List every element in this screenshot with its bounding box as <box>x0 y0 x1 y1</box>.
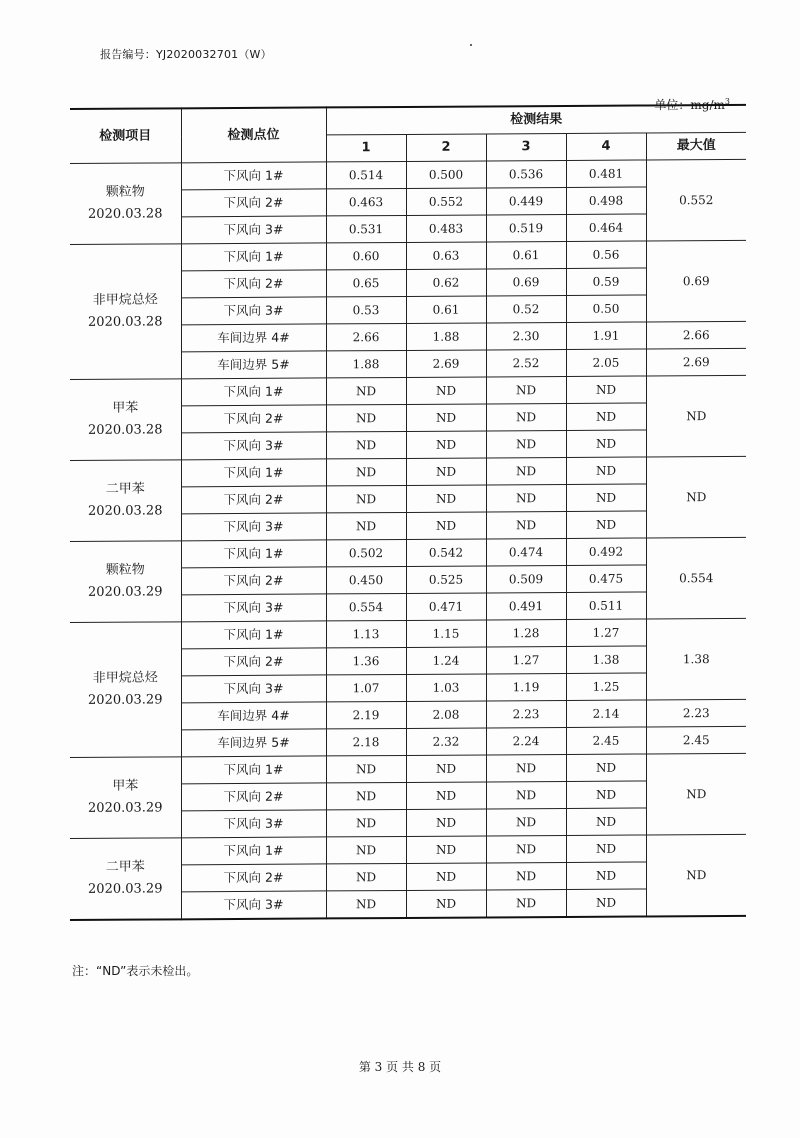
item-name: 二甲苯 <box>105 481 145 497</box>
result-cell: ND <box>486 457 566 484</box>
max-value-cell: 2.23 <box>646 699 746 727</box>
result-cell: ND <box>566 511 646 538</box>
result-cell: 2.14 <box>566 700 646 727</box>
header-col-4: 4 <box>566 133 646 160</box>
result-cell: 2.19 <box>326 701 406 728</box>
result-cell: ND <box>566 889 646 917</box>
point-cell: 下风向 1# <box>181 621 326 649</box>
item-cell <box>70 838 181 920</box>
table-row <box>70 618 746 649</box>
result-cell: 0.531 <box>326 215 406 242</box>
item-name: 颗粒物 <box>105 184 145 200</box>
result-cell: ND <box>406 755 486 782</box>
max-value-cell: 2.66 <box>646 321 746 349</box>
result-cell: 1.27 <box>566 619 646 646</box>
point-cell: 下风向 3# <box>181 891 326 919</box>
result-cell: ND <box>566 457 646 484</box>
point-cell: 下风向 2# <box>181 567 326 595</box>
header-col-2: 2 <box>406 134 486 161</box>
point-cell: 下风向 1# <box>181 243 326 271</box>
result-cell: ND <box>406 863 486 890</box>
header-item: 检测项目 <box>70 108 181 163</box>
result-cell: 1.19 <box>486 673 566 700</box>
point-cell: 下风向 3# <box>181 810 326 838</box>
result-cell: ND <box>486 511 566 538</box>
result-cell: 0.492 <box>566 538 646 565</box>
table-row <box>70 537 746 568</box>
result-cell: 0.552 <box>406 188 486 215</box>
point-cell: 下风向 3# <box>181 594 326 622</box>
result-cell: ND <box>486 376 566 403</box>
result-cell: 1.28 <box>486 619 566 646</box>
table-row <box>70 375 746 406</box>
unit-superscript: 3 <box>724 97 730 106</box>
point-cell: 下风向 2# <box>181 648 326 676</box>
result-cell: 2.52 <box>486 349 566 376</box>
max-value-cell: 2.45 <box>646 726 746 754</box>
max-value-cell: 0.552 <box>646 159 746 241</box>
result-cell: ND <box>486 403 566 430</box>
item-cell <box>70 379 181 461</box>
point-cell: 下风向 2# <box>181 486 326 514</box>
point-cell: 下风向 3# <box>181 216 326 244</box>
result-cell: ND <box>406 431 486 458</box>
result-cell: ND <box>566 781 646 808</box>
result-cell: 0.60 <box>326 242 406 269</box>
result-cell: ND <box>406 458 486 485</box>
point-cell: 下风向 2# <box>181 783 326 811</box>
result-cell: 0.514 <box>326 161 406 188</box>
result-cell: 2.69 <box>406 350 486 377</box>
result-cell: 0.65 <box>326 269 406 296</box>
result-cell: 0.542 <box>406 539 486 566</box>
report-number: 报告编号：YJ2020032701（W） <box>100 48 272 61</box>
result-cell: ND <box>406 404 486 431</box>
result-cell: 0.509 <box>486 565 566 592</box>
result-cell: 0.463 <box>326 188 406 215</box>
point-cell: 下风向 1# <box>181 756 326 784</box>
point-cell: 下风向 3# <box>181 513 326 541</box>
result-cell: 0.500 <box>406 161 486 188</box>
result-cell: ND <box>406 377 486 404</box>
result-cell: 2.08 <box>406 701 486 728</box>
result-cell: 1.91 <box>566 322 646 349</box>
item-date: 2020.03.28 <box>88 206 163 222</box>
item-date: 2020.03.28 <box>88 422 163 438</box>
max-value-cell: ND <box>646 375 746 457</box>
result-cell: ND <box>406 836 486 863</box>
result-cell: ND <box>566 862 646 889</box>
result-cell: 2.18 <box>326 728 406 755</box>
result-cell: 0.61 <box>486 241 566 268</box>
result-cell: 1.24 <box>406 647 486 674</box>
item-name: 甲苯 <box>112 778 139 794</box>
result-cell: 0.449 <box>486 187 566 214</box>
result-cell: 0.475 <box>566 565 646 592</box>
point-cell: 车间边界 4# <box>181 324 326 352</box>
result-cell: 1.38 <box>566 646 646 673</box>
header-results: 检测结果 <box>326 105 746 135</box>
result-cell: 0.52 <box>486 295 566 322</box>
item-cell <box>70 163 181 245</box>
result-cell: ND <box>486 808 566 835</box>
result-cell: 0.450 <box>326 566 406 593</box>
result-cell: 2.30 <box>486 322 566 349</box>
table-row <box>70 159 746 190</box>
max-value-cell: 2.69 <box>646 348 746 376</box>
point-cell: 下风向 1# <box>181 162 326 190</box>
result-cell: ND <box>326 755 406 782</box>
item-name: 非甲烷总烃 <box>92 670 158 686</box>
table-row <box>70 753 746 784</box>
scan-speck <box>470 44 472 46</box>
result-cell: ND <box>486 862 566 889</box>
result-cell: 1.27 <box>486 646 566 673</box>
result-cell: 0.59 <box>566 268 646 295</box>
result-cell: ND <box>566 403 646 430</box>
item-date: 2020.03.29 <box>88 692 163 708</box>
result-cell: ND <box>566 835 646 862</box>
result-cell: ND <box>486 484 566 511</box>
point-cell: 车间边界 5# <box>181 729 326 757</box>
result-cell: ND <box>566 376 646 403</box>
point-cell: 下风向 1# <box>181 540 326 568</box>
result-cell: 0.519 <box>486 214 566 241</box>
result-cell: ND <box>326 512 406 539</box>
result-cell: ND <box>406 890 486 918</box>
point-cell: 下风向 2# <box>181 189 326 217</box>
result-cell: ND <box>326 431 406 458</box>
point-cell: 下风向 2# <box>181 864 326 892</box>
table-row <box>70 240 746 271</box>
results-table-body <box>70 159 746 920</box>
result-cell: ND <box>326 836 406 863</box>
max-value-cell: ND <box>646 753 746 835</box>
header-col-1: 1 <box>326 134 406 161</box>
max-value-cell: 0.554 <box>646 537 746 619</box>
result-cell: ND <box>326 377 406 404</box>
result-cell: ND <box>566 484 646 511</box>
result-cell: 1.13 <box>326 620 406 647</box>
item-cell <box>70 541 181 623</box>
point-cell: 车间边界 5# <box>181 351 326 379</box>
results-table <box>70 104 746 921</box>
result-cell: ND <box>566 754 646 781</box>
result-cell: ND <box>566 808 646 835</box>
max-value-cell: ND <box>646 456 746 538</box>
header-col-3: 3 <box>486 133 566 160</box>
result-cell: ND <box>326 485 406 512</box>
result-cell: 0.62 <box>406 269 486 296</box>
result-cell: ND <box>326 890 406 918</box>
header-point: 检测点位 <box>181 107 326 162</box>
result-cell: ND <box>406 809 486 836</box>
point-cell: 下风向 3# <box>181 432 326 460</box>
result-cell: 0.50 <box>566 295 646 322</box>
result-cell: 2.45 <box>566 727 646 754</box>
result-cell: 0.61 <box>406 296 486 323</box>
result-cell: 0.56 <box>566 241 646 268</box>
result-cell: ND <box>326 863 406 890</box>
item-cell <box>70 757 181 839</box>
point-cell: 下风向 3# <box>181 297 326 325</box>
result-cell: 0.481 <box>566 160 646 187</box>
result-cell: ND <box>326 458 406 485</box>
result-cell: 0.474 <box>486 538 566 565</box>
item-name: 颗粒物 <box>105 562 145 578</box>
point-cell: 下风向 2# <box>181 405 326 433</box>
table-row <box>70 834 746 865</box>
result-cell: ND <box>486 430 566 457</box>
item-date: 2020.03.29 <box>88 584 163 600</box>
result-cell: ND <box>406 782 486 809</box>
point-cell: 下风向 1# <box>181 837 326 865</box>
result-cell: 0.63 <box>406 242 486 269</box>
result-cell: 0.483 <box>406 215 486 242</box>
item-cell <box>70 460 181 542</box>
result-cell: ND <box>486 754 566 781</box>
item-date: 2020.03.29 <box>88 800 163 816</box>
table-row <box>70 456 746 487</box>
point-cell: 车间边界 4# <box>181 702 326 730</box>
item-cell <box>70 244 181 380</box>
result-cell: 0.502 <box>326 539 406 566</box>
result-cell: ND <box>486 889 566 917</box>
max-value-cell: 1.38 <box>646 618 746 700</box>
max-value-cell: 0.69 <box>646 240 746 322</box>
result-cell: 1.07 <box>326 674 406 701</box>
result-cell: 2.23 <box>486 700 566 727</box>
result-cell: 0.525 <box>406 566 486 593</box>
point-cell: 下风向 1# <box>181 459 326 487</box>
header-max: 最大值 <box>646 132 746 160</box>
result-cell: 0.491 <box>486 592 566 619</box>
results-table-wrapper <box>70 104 746 921</box>
max-value-cell: ND <box>646 834 746 916</box>
result-cell: 1.25 <box>566 673 646 700</box>
result-cell: 1.15 <box>406 620 486 647</box>
result-cell: 1.36 <box>326 647 406 674</box>
item-name: 非甲烷总烃 <box>92 292 158 308</box>
page-number: 第 3 页 共 8 页 <box>358 1060 442 1074</box>
result-cell: ND <box>326 404 406 431</box>
result-cell: 2.32 <box>406 728 486 755</box>
result-cell: 1.88 <box>406 323 486 350</box>
result-cell: 2.05 <box>566 349 646 376</box>
result-cell: ND <box>566 430 646 457</box>
result-cell: 0.464 <box>566 214 646 241</box>
item-date: 2020.03.28 <box>88 503 163 519</box>
result-cell: 1.88 <box>326 350 406 377</box>
result-cell: 2.24 <box>486 727 566 754</box>
result-cell: 0.511 <box>566 592 646 619</box>
result-cell: 0.471 <box>406 593 486 620</box>
result-cell: 0.498 <box>566 187 646 214</box>
result-cell: 1.03 <box>406 674 486 701</box>
result-cell: ND <box>326 782 406 809</box>
unit-text: 单位：mg/m <box>654 98 725 112</box>
point-cell: 下风向 1# <box>181 378 326 406</box>
point-cell: 下风向 2# <box>181 270 326 298</box>
item-name: 甲苯 <box>112 400 139 416</box>
result-cell: 2.66 <box>326 323 406 350</box>
item-cell <box>70 622 181 758</box>
item-date: 2020.03.28 <box>88 314 163 330</box>
result-cell: 0.53 <box>326 296 406 323</box>
result-cell: ND <box>406 512 486 539</box>
result-cell: 0.69 <box>486 268 566 295</box>
result-cell: ND <box>406 485 486 512</box>
item-name: 二甲苯 <box>105 859 145 875</box>
result-cell: ND <box>486 781 566 808</box>
result-cell: ND <box>326 809 406 836</box>
point-cell: 下风向 3# <box>181 675 326 703</box>
item-date: 2020.03.29 <box>88 881 163 897</box>
result-cell: ND <box>486 835 566 862</box>
result-cell: 0.536 <box>486 160 566 187</box>
footnote: 注：“ND”表示未检出。 <box>72 964 199 978</box>
result-cell: 0.554 <box>326 593 406 620</box>
